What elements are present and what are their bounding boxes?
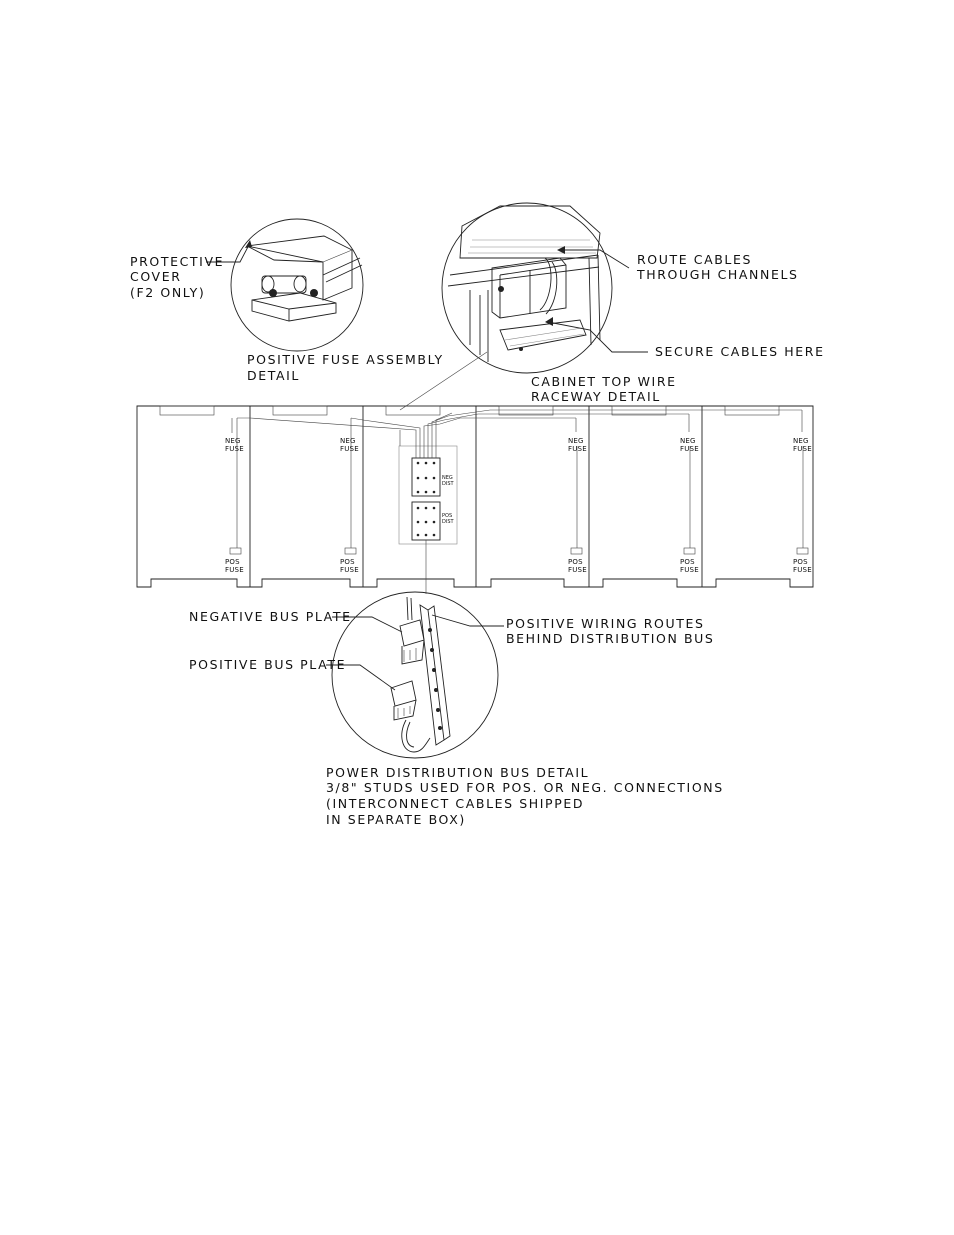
pos-fuse-label-1a: POS (225, 558, 240, 566)
cabinet-4 (568, 437, 587, 574)
neg-fuse-label-2b: FUSE (340, 445, 359, 453)
neg-fuse-label-6a: NEG (793, 437, 809, 445)
pos-fuse-label-2a: POS (340, 558, 355, 566)
bus-detail (189, 587, 724, 827)
negative-bus-plate-label: NEGATIVE BUS PLATE (189, 609, 352, 624)
neg-fuse-label-5a: NEG (680, 437, 696, 445)
pos-fuse-label-6b: FUSE (793, 566, 812, 574)
fuse-detail-caption-1: POSITIVE FUSE ASSEMBLY (247, 352, 444, 367)
fuse-assembly-detail (130, 219, 444, 383)
neg-dist-label-b: DIST (442, 481, 454, 487)
protective-cover-label-3: (F2 ONLY) (130, 285, 206, 300)
pos-fuse-label-1b: FUSE (225, 566, 244, 574)
fuse-detail-circle (231, 219, 363, 351)
neg-fuse-label-1a: NEG (225, 437, 241, 445)
protective-cover-label-2: COVER (130, 269, 182, 284)
cabinet-3-distribution (237, 410, 802, 587)
neg-fuse-label-4b: FUSE (568, 445, 587, 453)
pos-fuse-label-6a: POS (793, 558, 808, 566)
neg-fuse-label-2a: NEG (340, 437, 356, 445)
neg-fuse-label-1b: FUSE (225, 445, 244, 453)
pos-fuse-label-2b: FUSE (340, 566, 359, 574)
pos-fuse-label-4a: POS (568, 558, 583, 566)
positive-wiring-note-1: POSITIVE WIRING ROUTES (506, 616, 705, 631)
raceway-detail-circle (442, 203, 612, 373)
neg-fuse-label-6b: FUSE (793, 445, 812, 453)
secure-cables-label: SECURE CABLES HERE (655, 344, 825, 359)
cabinet-2 (340, 418, 359, 574)
route-cables-label-1: ROUTE CABLES (637, 252, 753, 267)
raceway-detail (400, 203, 825, 410)
raceway-caption-2: RACEWAY DETAIL (531, 389, 661, 404)
bus-detail-caption-1: POWER DISTRIBUTION BUS DETAIL (326, 765, 590, 780)
neg-fuse-label-4a: NEG (568, 437, 584, 445)
neg-fuse-label-5b: FUSE (680, 445, 699, 453)
pos-dist-label-b: DIST (442, 519, 454, 525)
pos-fuse-label-4b: FUSE (568, 566, 587, 574)
protective-cover-label-1: PROTECTIVE (130, 254, 225, 269)
cabinet-1 (225, 418, 244, 574)
neg-dist-label-a: NEG (442, 475, 453, 481)
fuse-detail-caption-2: DETAIL (247, 368, 300, 383)
pos-fuse-label-5b: FUSE (680, 566, 699, 574)
pos-fuse-label-5a: POS (680, 558, 695, 566)
positive-bus-plate-label: POSITIVE BUS PLATE (189, 657, 347, 672)
positive-wiring-note-2: BEHIND DISTRIBUTION BUS (506, 631, 715, 646)
bus-detail-caption-3: (INTERCONNECT CABLES SHIPPED (326, 796, 585, 811)
route-cables-label-2: THROUGH CHANNELS (637, 267, 799, 282)
bus-detail-caption-2: 3/8" STUDS USED FOR POS. OR NEG. CONNECTIONS (326, 780, 724, 795)
cabinet-5 (680, 437, 699, 574)
cabinet-lineup (137, 406, 813, 587)
raceway-caption-1: CABINET TOP WIRE (531, 374, 677, 389)
bus-detail-caption-4: IN SEPARATE BOX) (326, 812, 466, 827)
cabinet-6 (793, 437, 812, 574)
pos-dist-label-a: POS (442, 513, 453, 519)
